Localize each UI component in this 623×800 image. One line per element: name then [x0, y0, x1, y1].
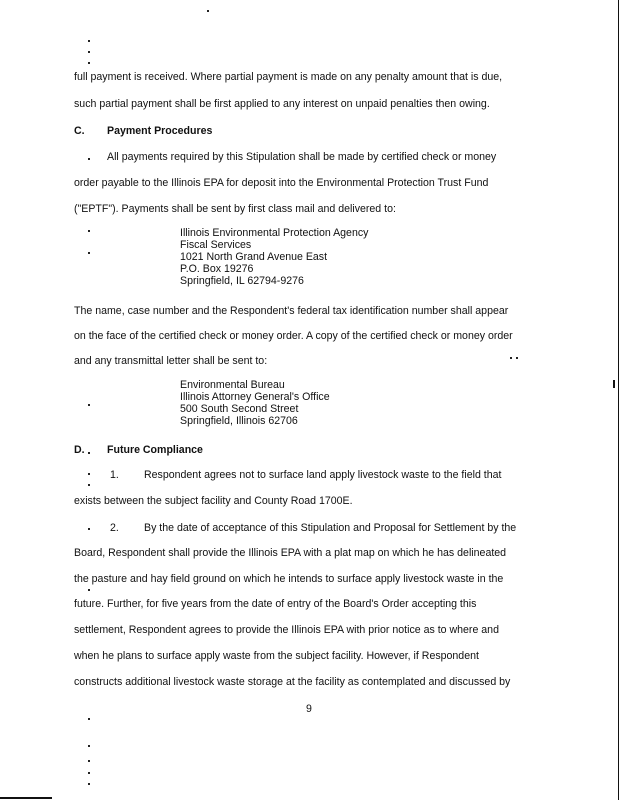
body-line: such partial payment shall be first applied to any interest on unpaid penalties then owing.	[74, 98, 490, 110]
section-d-title: Future Compliance	[107, 444, 203, 456]
scan-speck	[88, 484, 90, 486]
scan-speck	[88, 230, 90, 232]
address-line: Environmental Bureau	[180, 379, 285, 391]
scan-speck	[88, 452, 90, 454]
body-line: All payments required by this Stipulation shall be made by certified check or money	[107, 151, 497, 163]
scan-speck	[88, 473, 90, 475]
scan-speck	[88, 528, 90, 530]
scan-speck	[207, 10, 209, 12]
scan-speck	[88, 745, 90, 747]
address-line: P.O. Box 19276	[180, 263, 254, 275]
body-line: on the face of the certified check or money order. A copy of the certified check or money order	[74, 330, 513, 342]
scan-speck	[88, 718, 90, 720]
scan-speck	[88, 772, 90, 774]
page-edge	[618, 0, 619, 800]
scan-speck	[88, 40, 90, 42]
scan-speck	[88, 404, 90, 406]
scan-speck	[88, 252, 90, 254]
body-line: future. Further, for five years from the date of entry of the Board's Order accepting this	[74, 598, 477, 610]
section-d-letter: D.	[74, 444, 85, 456]
body-line: and any transmittal letter shall be sent to:	[74, 355, 268, 367]
page-number: 9	[306, 703, 312, 715]
body-line: Respondent agrees not to surface land apply livestock waste to the field that	[144, 469, 502, 481]
body-line: settlement, Respondent agrees to provide the Illinois EPA with prior notice as to where and	[74, 624, 499, 636]
address-line: Illinois Environmental Protection Agency	[180, 227, 369, 239]
scan-speck	[88, 760, 90, 762]
body-line: By the date of acceptance of this Stipulation and Proposal for Settlement by the	[144, 522, 517, 534]
scan-speck	[88, 589, 90, 591]
scan-speck	[88, 783, 90, 785]
body-line: ("EPTF"). Payments shall be sent by first class mail and delivered to:	[74, 203, 396, 215]
address-line: Springfield, IL 62794-9276	[180, 275, 304, 287]
item-number: 2.	[110, 522, 119, 534]
address-line: Springfield, Illinois 62706	[180, 415, 298, 427]
edge-mark	[0, 797, 52, 799]
section-c-letter: C.	[74, 125, 85, 137]
body-line: constructs additional livestock waste storage at the facility as contemplated and discussed by	[74, 676, 511, 688]
body-line: exists between the subject facility and County Road 1700E.	[74, 495, 353, 507]
body-line: order payable to the Illinois EPA for deposit into the Environmental Protection Trust Fund	[74, 177, 489, 189]
scan-speck	[88, 62, 90, 64]
scan-speck	[88, 51, 90, 53]
section-c-title: Payment Procedures	[107, 125, 213, 137]
body-line: The name, case number and the Respondent's federal tax identification number shall appear	[74, 305, 509, 317]
scan-speck	[88, 158, 90, 160]
address-line: 1021 North Grand Avenue East	[180, 251, 328, 263]
body-line: Board, Respondent shall provide the Illinois EPA with a plat map on which he has delineated	[74, 547, 507, 559]
item-number: 1.	[110, 469, 119, 481]
address-line: Illinois Attorney General's Office	[180, 391, 330, 403]
body-line: when he plans to surface apply waste from the subject facility. However, if Respondent	[74, 650, 479, 662]
body-line: full payment is received. Where partial payment is made on any penalty amount that is due,	[74, 71, 503, 83]
edge-mark	[613, 380, 615, 388]
body-line: the pasture and hay field ground on which he intends to surface apply livestock waste in the	[74, 573, 504, 585]
scan-speck	[510, 357, 512, 359]
address-line: 500 South Second Street	[180, 403, 299, 415]
scan-speck	[516, 357, 518, 359]
address-line: Fiscal Services	[180, 239, 252, 251]
